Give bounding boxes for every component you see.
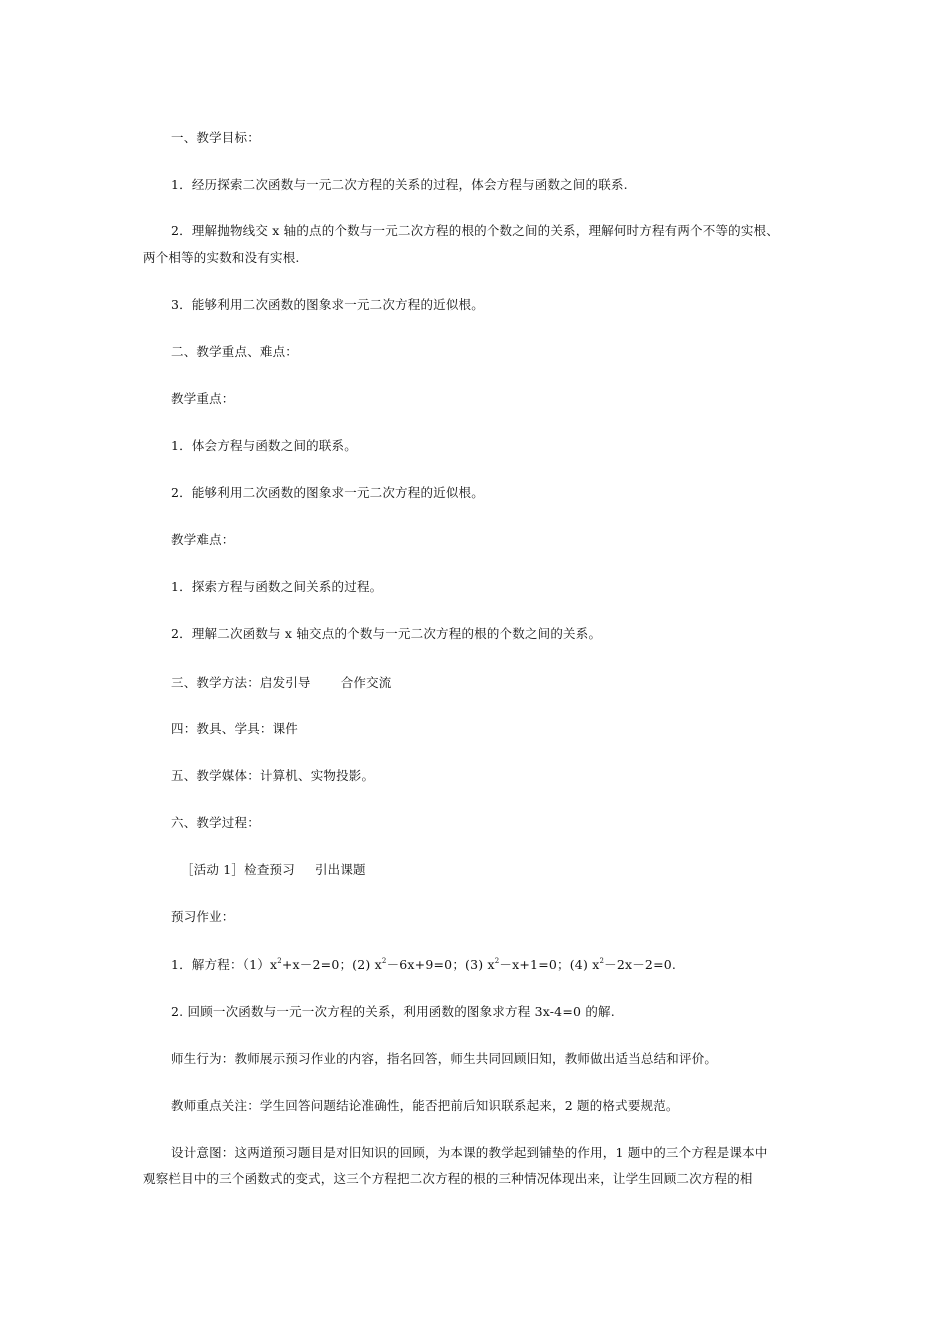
- focus-label: 教学重点：: [171, 391, 235, 406]
- exponent: 2: [381, 957, 387, 965]
- teacher-focus: 教师重点关注：学生回答问题结论准确性，能否把前后知识联系起来，2 题的格式要规范。: [171, 1098, 679, 1113]
- key-points-heading: 二、教学重点、难点：: [171, 344, 299, 359]
- exponent: 2: [599, 957, 605, 965]
- teaching-tools: 四：教具、学具：课件: [171, 721, 299, 736]
- objective-item-3: 3．能够利用二次函数的图象求一元二次方程的近似根。: [171, 297, 484, 312]
- objective-item-2-line-2: 两个相等的实数和没有实根.: [143, 250, 300, 265]
- difficulty-item-2: 2．理解二次函数与 x 轴交点的个数与一元二次方程的根的个数之间的关系。: [171, 626, 602, 641]
- exponent: 2: [494, 957, 500, 965]
- focus-item-1: 1．体会方程与函数之间的联系。: [171, 438, 357, 453]
- activity-title-line: [181, 862, 366, 878]
- teaching-media: 五、教学媒体：计算机、实物投影。: [171, 768, 375, 783]
- design-intent-line-1: 设计意图：这两道预习题目是对旧知识的回顾，为本课的教学起到铺垫的作用，1 题中的三个方程是课本中: [171, 1145, 768, 1160]
- design-intent-line-2: 观察栏目中的三个函数式的变式，这三个方程把二次方程的根的三种情况体现出来，让学生回顾二次方程的相: [143, 1171, 753, 1186]
- exponent: 2: [277, 957, 282, 965]
- q1-eq3: －x+1=0；(4) x: [499, 957, 600, 972]
- q1-prefix: 1．解方程：（1）x: [171, 957, 278, 972]
- focus-item-2: 2．能够利用二次函数的图象求一元二次方程的近似根。: [171, 485, 484, 500]
- teaching-method-value: 合作交流: [340, 675, 392, 690]
- difficulty-item-1: 1．探索方程与函数之间关系的过程。: [171, 579, 383, 594]
- objective-item-2-line-1: 2．理解抛物线交 x 轴的点的个数与一元二次方程的根的个数之间的关系，理解何时方程有两个不等的实根、: [171, 223, 779, 238]
- question-2: 2. 回顾一次函数与一元一次方程的关系，利用函数的图象求方程 3x-4=0 的解.: [171, 1004, 615, 1019]
- objective-item-1: 1．经历探索二次函数与一元二次方程的关系的过程，体会方程与函数之间的联系.: [171, 177, 628, 192]
- activity-label: ［活动 1］检查预习: [181, 862, 295, 877]
- teaching-method-label: 三、教学方法：启发引导: [171, 675, 311, 690]
- preview-label: 预习作业：: [171, 909, 235, 924]
- process-heading: 六、教学过程：: [171, 815, 260, 830]
- q1-eq1: +x－2=0；(2) x: [281, 957, 382, 972]
- q1-eq2: －6x+9=0；(3) x: [386, 957, 495, 972]
- q1-eq4: －2x－2=0.: [604, 957, 677, 972]
- objectives-heading: 一、教学目标：: [171, 130, 260, 145]
- activity-title: 引出课题: [314, 862, 366, 877]
- teaching-method: [171, 675, 392, 691]
- question-1: [171, 957, 676, 973]
- teacher-student-behavior: 师生行为：教师展示预习作业的内容，指名回答，师生共同回顾旧知，教师做出适当总结和评价。: [171, 1051, 718, 1066]
- difficulty-label: 教学难点：: [171, 532, 235, 547]
